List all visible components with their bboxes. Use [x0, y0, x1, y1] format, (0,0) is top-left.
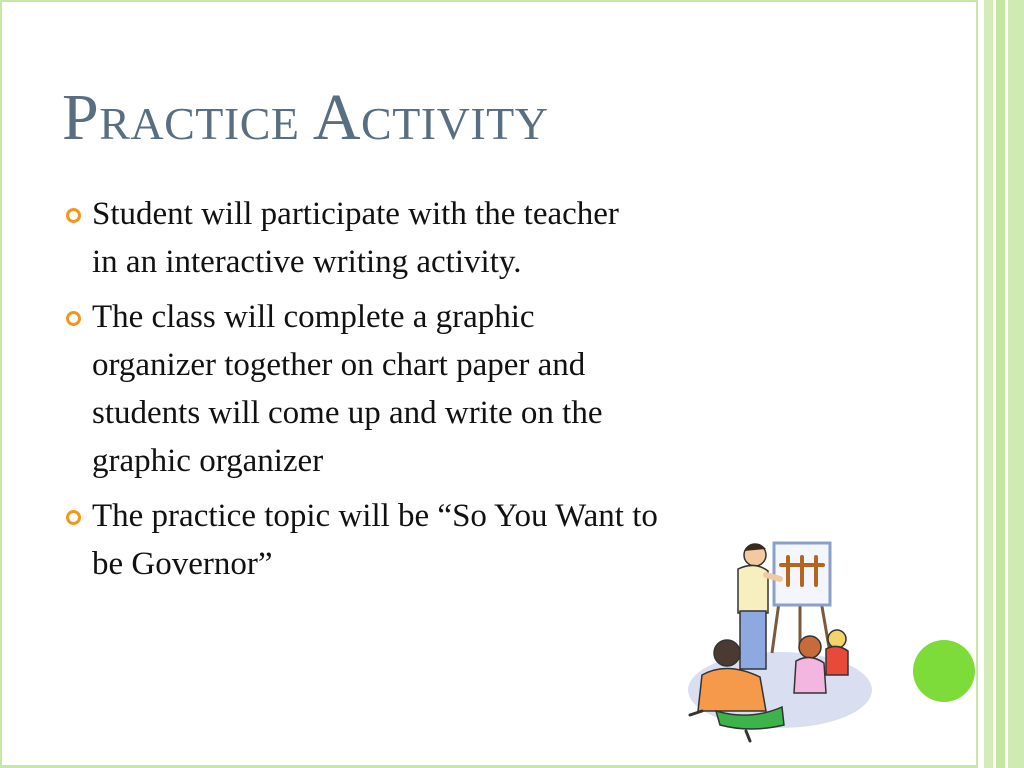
- bullet-line: graphic organizer: [92, 443, 324, 479]
- bullet-line: in an interactive writing activity.: [92, 244, 522, 280]
- bullet-line: be Governor”: [92, 546, 273, 582]
- orange-ring-icon: [66, 311, 81, 326]
- teacher-with-students-clipart: [680, 535, 880, 745]
- bullet-line: The class will complete a graphic: [92, 299, 535, 335]
- bullet-item: [62, 190, 882, 286]
- slide-title: Practice Activity: [62, 81, 549, 154]
- border-top: [0, 0, 976, 2]
- bullet-line: organizer together on chart paper and: [92, 347, 586, 383]
- orange-ring-icon: [66, 208, 81, 223]
- right-border-stripes: [976, 0, 1024, 768]
- bullet-line: The practice topic will be “So You Want to: [92, 498, 658, 534]
- bullet-line: Student will participate with the teacher: [92, 196, 619, 232]
- orange-ring-icon: [66, 510, 81, 525]
- bullet-item: [62, 293, 882, 485]
- green-circle-icon: [913, 640, 975, 702]
- bullet-line: students will come up and write on the: [92, 395, 603, 431]
- border-left: [0, 0, 2, 768]
